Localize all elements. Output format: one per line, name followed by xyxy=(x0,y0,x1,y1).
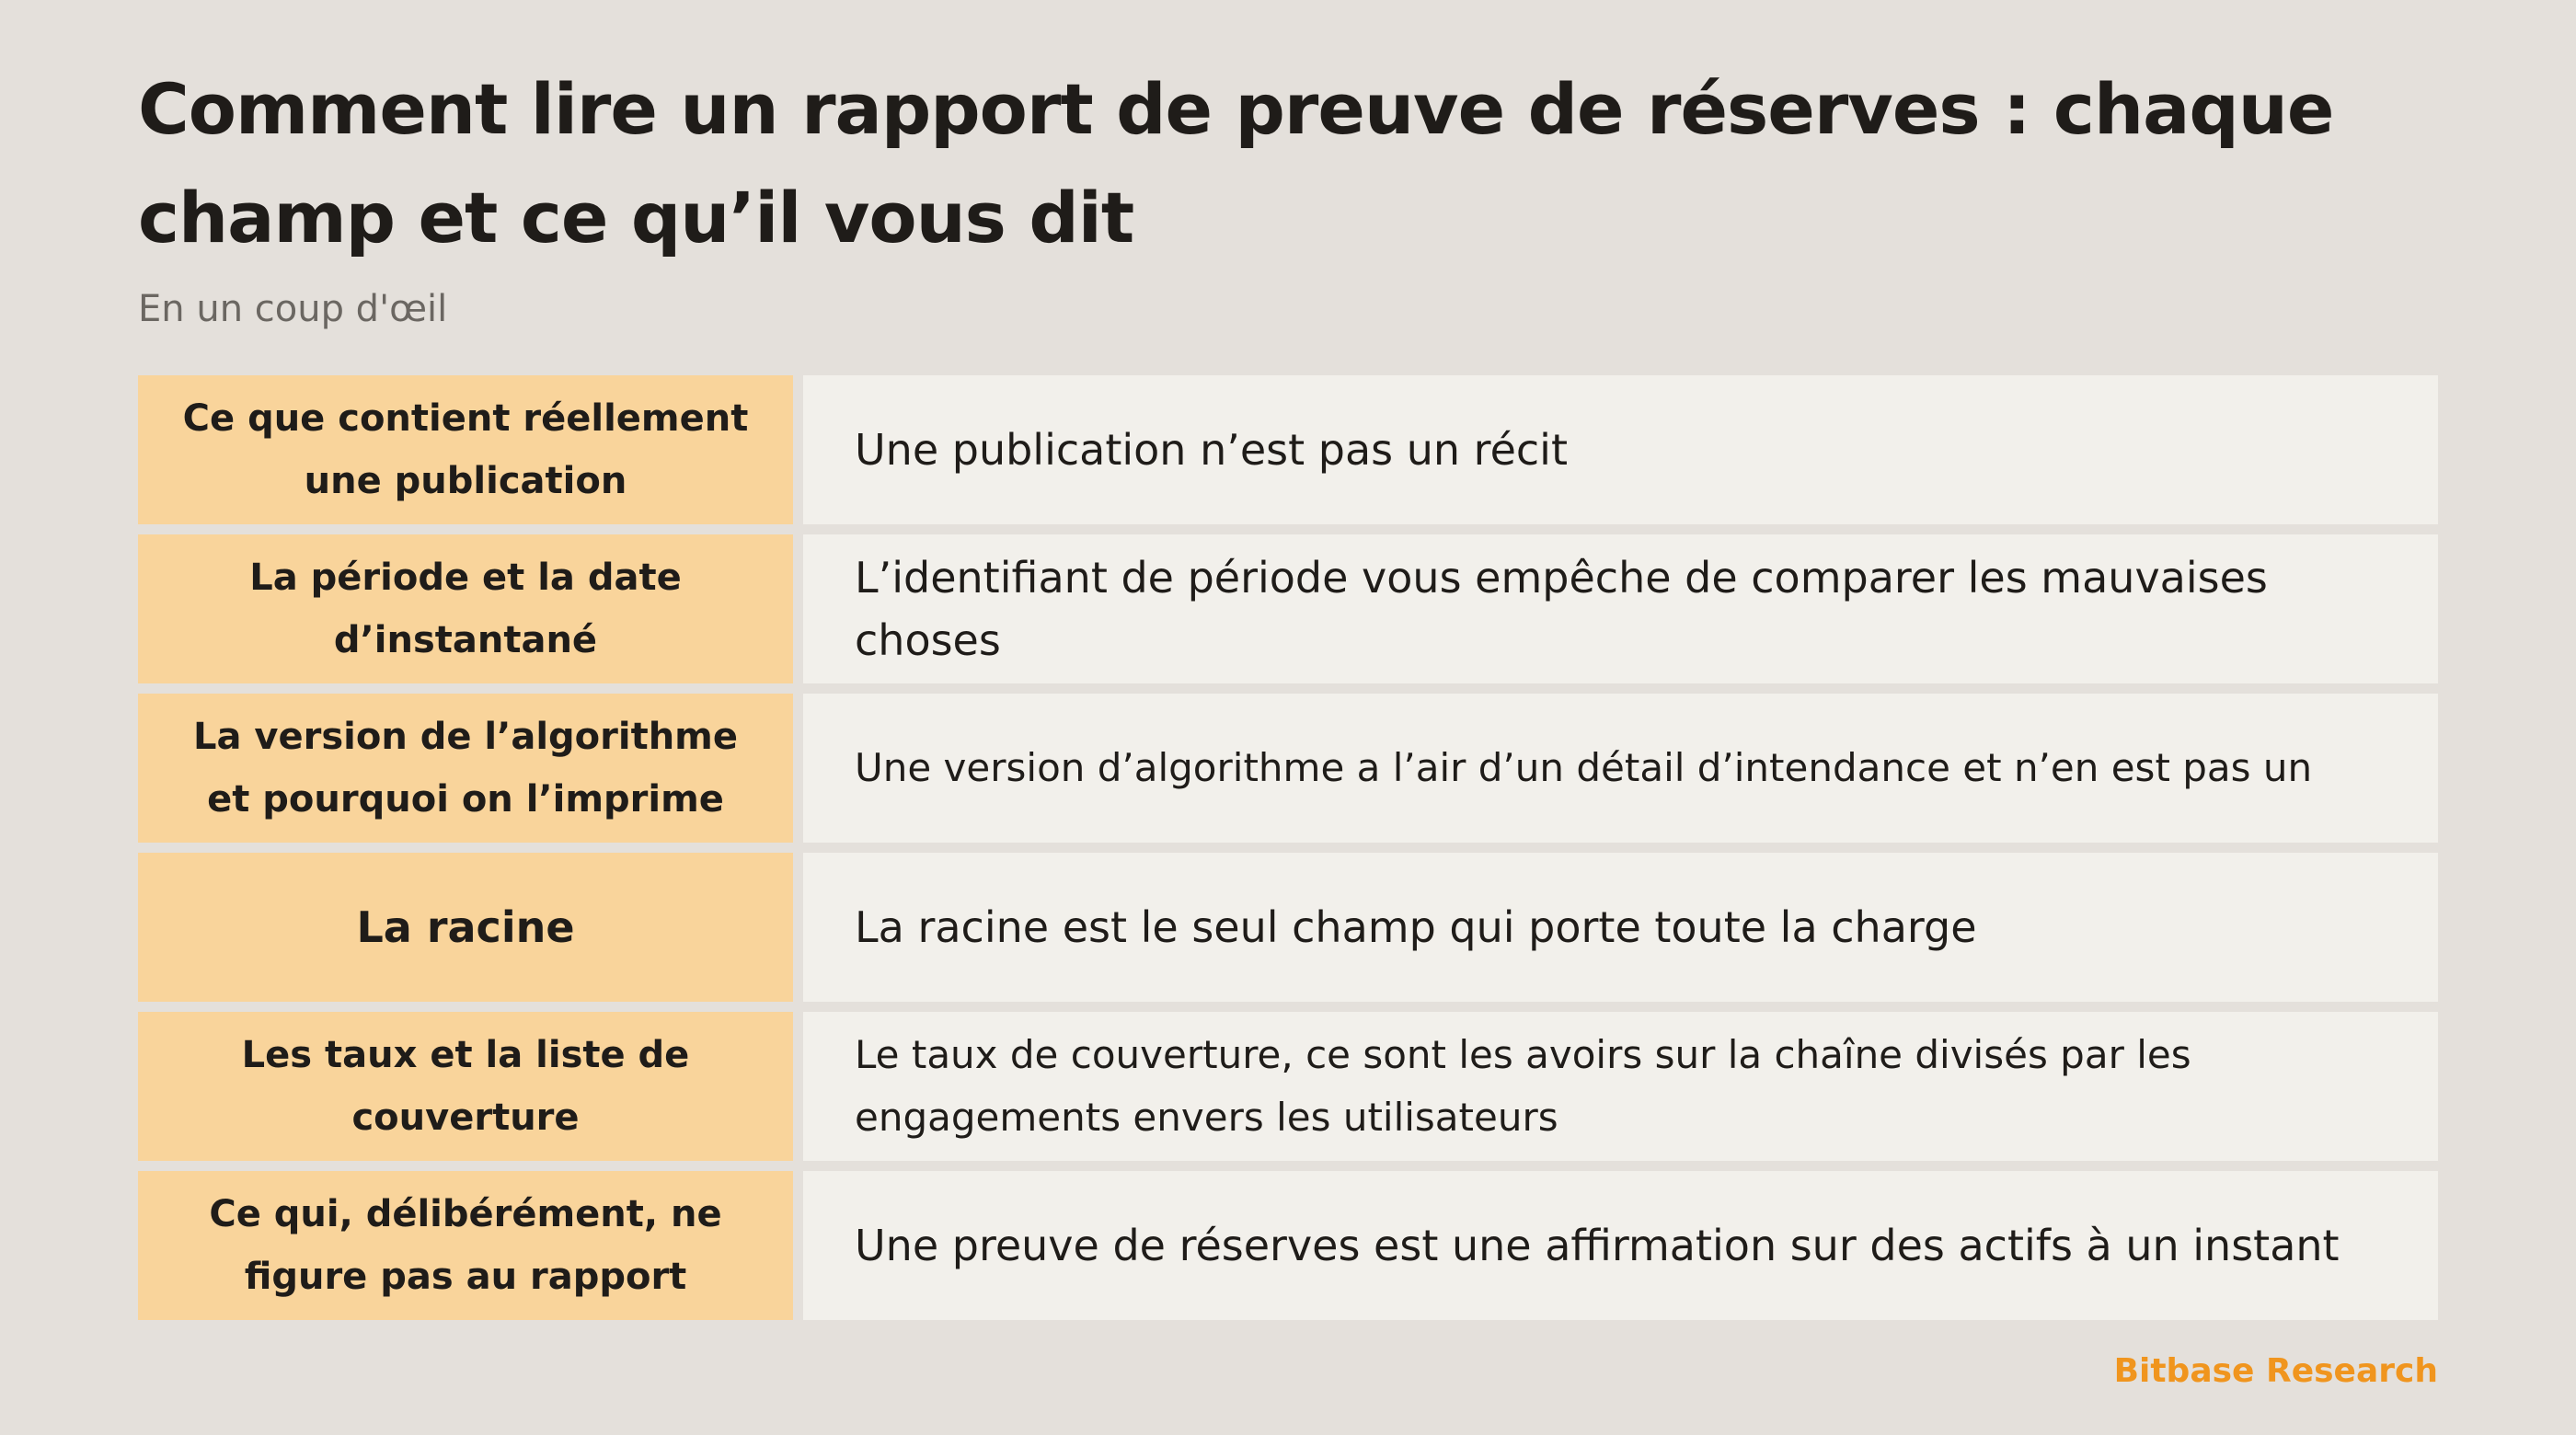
row-description: Une preuve de réserves est une affirmation sur des actifs à un instant xyxy=(803,1171,2438,1320)
row-label: La période et la date d’instantané xyxy=(138,534,793,683)
row-label: Ce qui, délibérément, ne figure pas au rapport xyxy=(138,1171,793,1320)
row-description: L’identifiant de période vous empêche de comparer les mauvaises choses xyxy=(803,534,2438,683)
row-description: Une version d’algorithme a l’air d’un détail d’intendance et n’en est pas un xyxy=(803,694,2438,843)
table-row xyxy=(138,1171,2438,1320)
row-description: Le taux de couverture, ce sont les avoirs sur la chaîne divisés par les engagements envers les utilisateurs xyxy=(803,1012,2438,1161)
table-row xyxy=(138,375,2438,524)
row-label: La racine xyxy=(138,853,793,1002)
brand-footer: Bitbase Research xyxy=(2113,1352,2438,1390)
page-title: Comment lire un rapport de preuve de réserves : chaque champ et ce qu’il vous dit xyxy=(138,68,2334,258)
row-label: Les taux et la liste de couverture xyxy=(138,1012,793,1161)
fields-table xyxy=(138,375,2438,1320)
table-row xyxy=(138,1012,2438,1161)
table-row xyxy=(138,853,2438,1002)
row-label: Ce que contient réellement une publication xyxy=(138,375,793,524)
table-row xyxy=(138,694,2438,843)
row-label: La version de l’algorithme et pourquoi on l’imprime xyxy=(138,694,793,843)
table-row xyxy=(138,534,2438,683)
page-subtitle: En un coup d'œil xyxy=(138,288,448,330)
row-description: La racine est le seul champ qui porte toute la charge xyxy=(803,853,2438,1002)
row-description: Une publication n’est pas un récit xyxy=(803,375,2438,524)
